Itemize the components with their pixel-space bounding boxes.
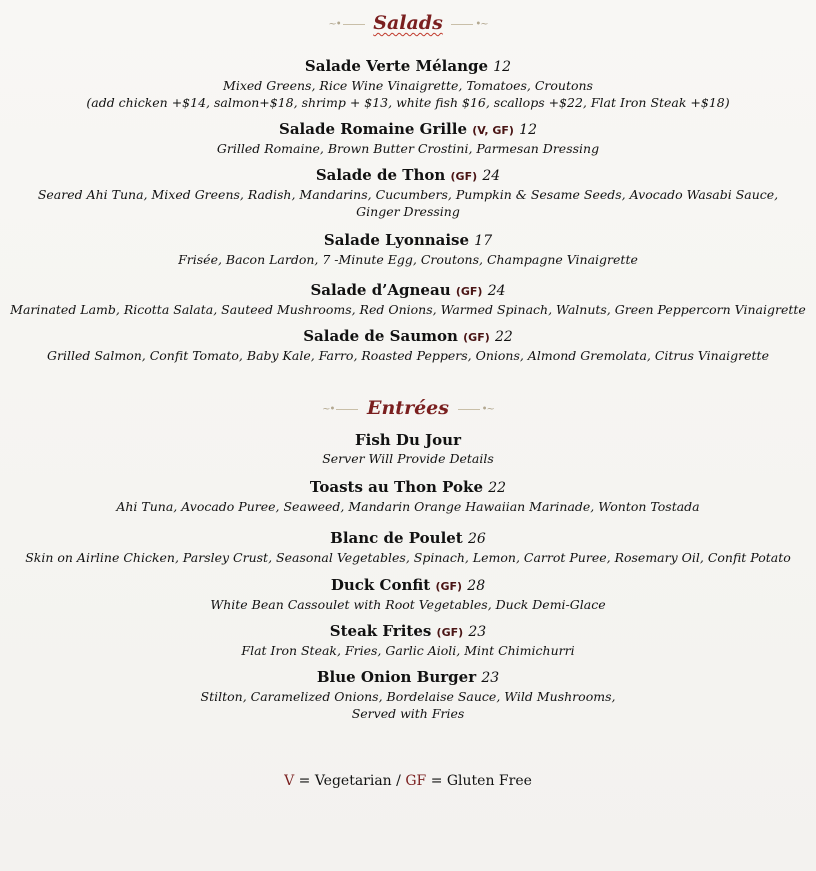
menu-item-steak-frites (0, 622, 816, 659)
item-description: Mixed Greens, Rice Wine Vinaigrette, Tomatoes, Croutons (223, 78, 593, 93)
dietary-tag: (GF) (436, 626, 464, 639)
entrees-heading: ~• Entrées •~ (322, 397, 494, 419)
dietary-tag: (GF) (455, 285, 483, 298)
item-name: Fish Du Jour (355, 431, 461, 449)
item-name: Blue Onion Burger 23 (316, 668, 500, 686)
menu-item-fish-du-jour (0, 431, 816, 467)
item-name: Duck Confit (GF) 28 (330, 576, 486, 594)
menu-item-salade-saumon (0, 327, 816, 364)
item-description: Ahi Tuna, Avocado Puree, Seaweed, Mandarin Orange Hawaiian Marinade, Wonton Tostada (116, 499, 700, 514)
item-description: Marinated Lamb, Ricotta Salata, Sauteed Mushrooms, Red Onions, Warmed Spinach, Walnuts, Green Peppercorn Vinaigrette (10, 302, 806, 317)
item-description-line2: Served with Fries (351, 706, 465, 721)
item-name: Blanc de Poulet 26 (330, 529, 486, 547)
item-description: Seared Ahi Tuna, Mixed Greens, Radish, Mandarins, Cucumbers, Pumpkin & Sesame Seeds, Avocado Wasabi Sauce, Ginger Dressing (37, 187, 779, 219)
item-name: Salade Lyonnaise 17 (323, 231, 493, 249)
menu-item-salade-thon (0, 166, 816, 220)
item-description: Grilled Salmon, Confit Tomato, Baby Kale, Farro, Roasted Peppers, Onions, Almond Gremolata, Citrus Vinaigrette (47, 348, 769, 363)
dietary-tag: (GF) (463, 331, 490, 344)
menu-item-blanc-de-poulet (0, 529, 816, 566)
dietary-tag: (GF) (435, 580, 463, 593)
item-name: Steak Frites (GF) 23 (329, 622, 487, 640)
right-flourish-icon: •~ (449, 19, 487, 30)
item-description: Stilton, Caramelized Onions, Bordelaise Sauce, Wild Mushrooms, (200, 689, 616, 704)
left-flourish-icon: ~• (328, 19, 366, 30)
left-flourish-icon: ~• (322, 404, 360, 415)
item-description: Skin on Airline Chicken, Parsley Crust, Seasonal Vegetables, Spinach, Lemon, Carrot Puree, Rosemary Oil, Confit Potato (25, 550, 791, 565)
menu-item-duck-confit (0, 576, 816, 613)
menu-item-salade-romaine (0, 120, 816, 157)
menu-item-blue-onion-burger (0, 668, 816, 722)
legend-v-abbr: V (284, 773, 295, 789)
menu-item-salade-agneau (0, 281, 816, 318)
item-name: Salade Romaine Grille (V, GF) 12 (278, 120, 537, 138)
legend-v-text: = Vegetarian / (298, 773, 401, 789)
item-description: Server Will Provide Details (322, 451, 494, 466)
legend-gf-text: = Gluten Free (430, 773, 532, 789)
dietary-tag: (GF) (450, 170, 478, 183)
item-name: Salade de Thon (GF) 24 (315, 166, 501, 184)
item-description: Grilled Romaine, Brown Butter Crostini, Parmesan Dressing (216, 141, 600, 156)
dietary-legend (0, 773, 816, 789)
right-flourish-icon: •~ (456, 404, 494, 415)
menu-item-toasts-thon-poke (0, 478, 816, 515)
item-description: Flat Iron Steak, Fries, Garlic Aioli, Mint Chimichurri (241, 643, 575, 658)
salads-heading: ~• Salads •~ (328, 12, 488, 34)
menu-item-salade-lyonnaise (0, 231, 816, 268)
menu-item-salade-verte (0, 57, 816, 111)
item-name: Salade de Saumon (GF) 22 (303, 327, 513, 345)
item-name: Salade d’Agneau (GF) 24 (310, 281, 506, 299)
dietary-tag: (V, GF) (472, 124, 514, 137)
item-name: Salade Verte Mélange 12 (304, 57, 512, 75)
item-description: White Bean Cassoulet with Root Vegetables, Duck Demi-Glace (210, 597, 606, 612)
item-description: Frisée, Bacon Lardon, 7 -Minute Egg, Croutons, Champagne Vinaigrette (178, 252, 638, 267)
item-addons: (add chicken +$14, salmon+$18, shrimp + $13, white fish $16, scallops +$22, Flat Iron Steak +$18) (86, 95, 730, 110)
item-name: Toasts au Thon Poke 22 (309, 478, 507, 496)
legend-gf-abbr: GF (405, 773, 427, 789)
